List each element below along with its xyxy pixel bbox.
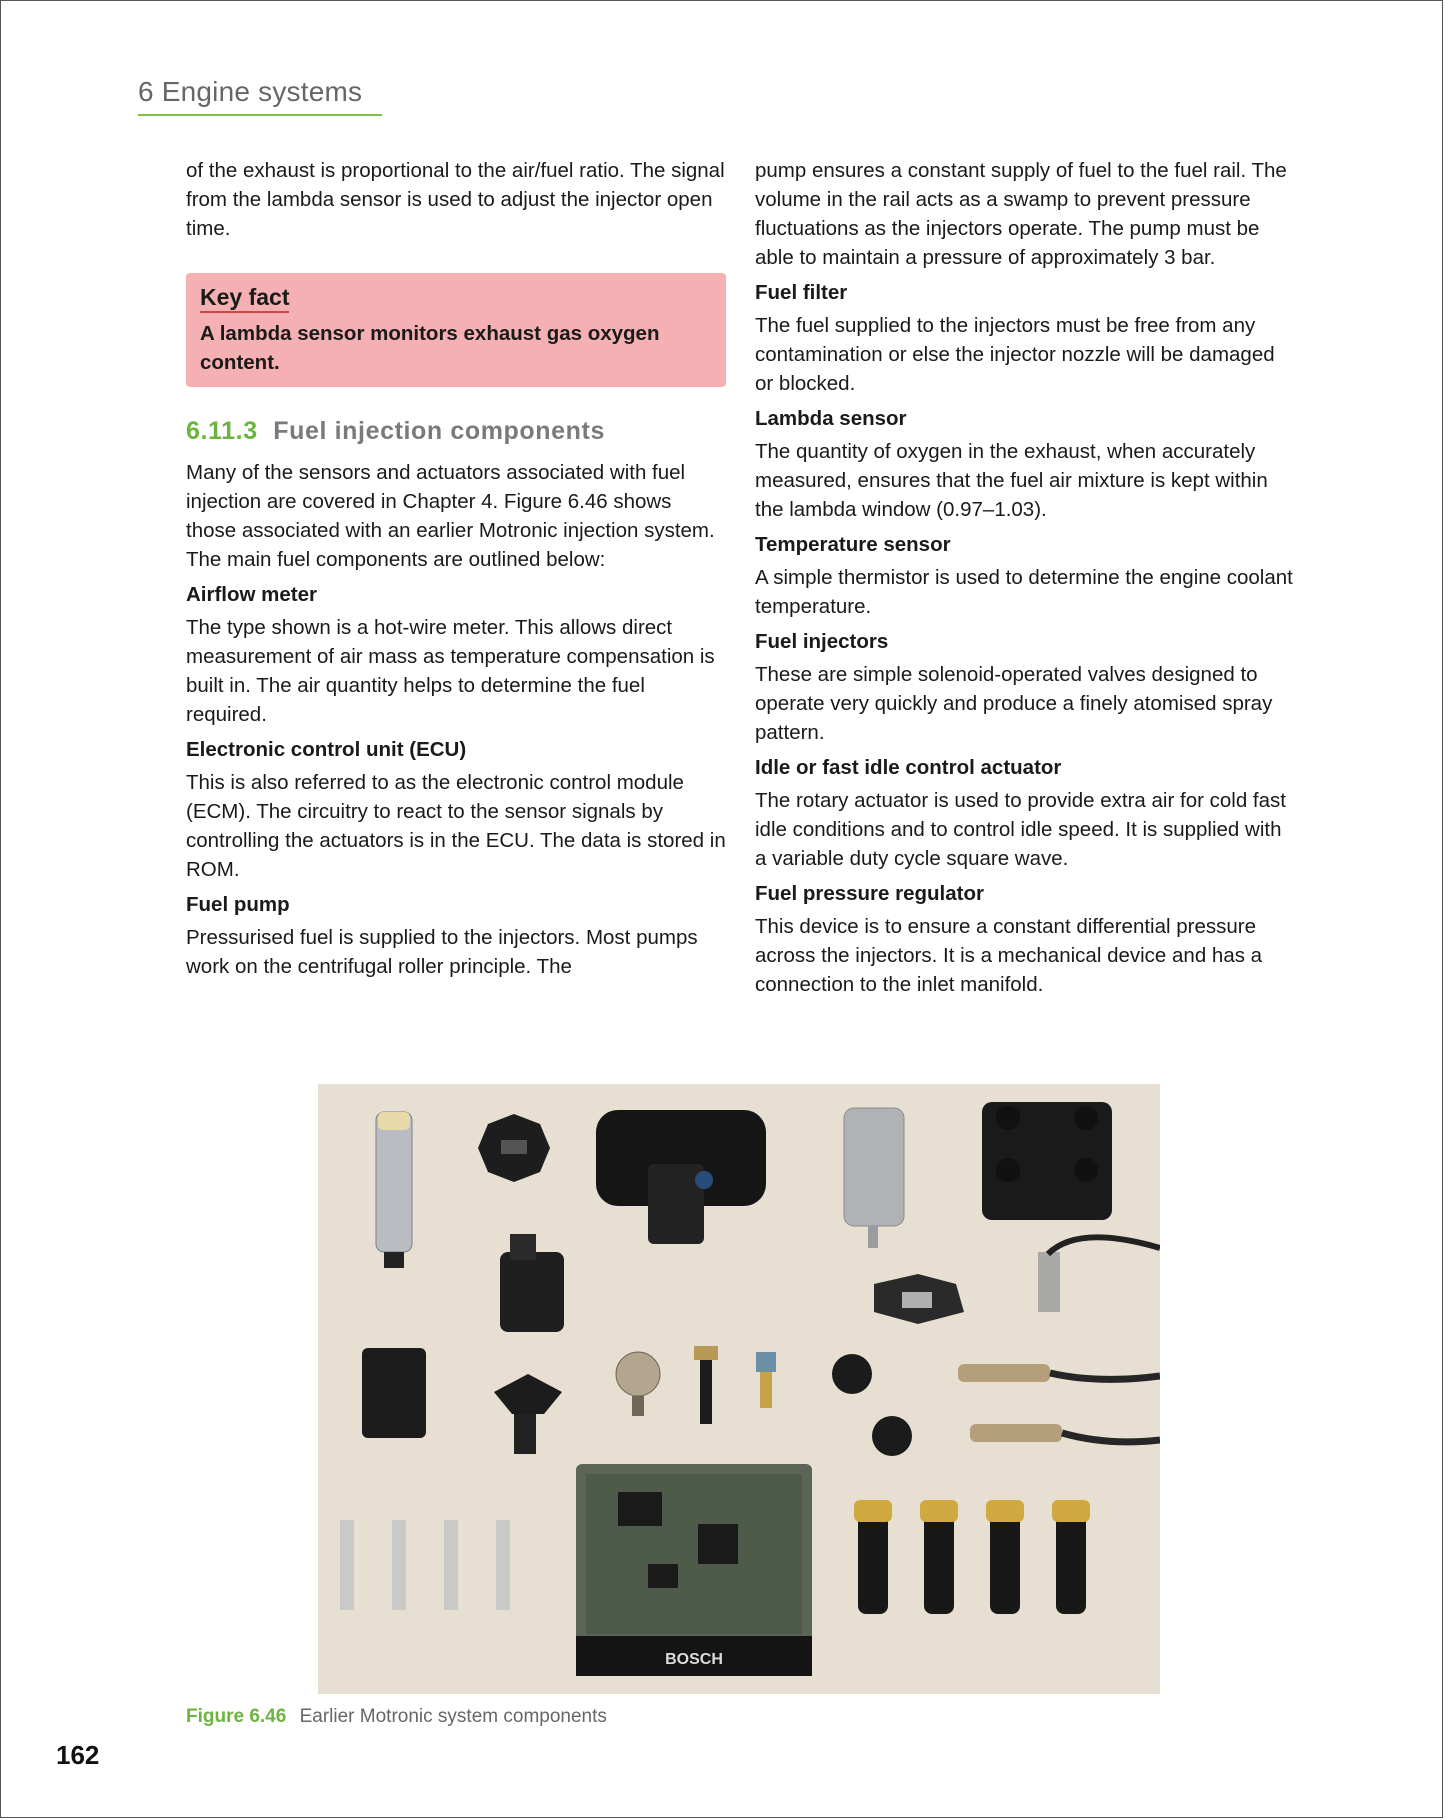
section-number: 6.11.3 (186, 417, 258, 445)
idle-actuator-heading: Idle or fast idle control actuator (755, 756, 1062, 779)
figure-caption-text: Earlier Motronic system components (299, 1706, 607, 1727)
figure-photo (318, 1084, 1160, 1694)
idle-actuator-text: The rotary actuator is used to provide extra air for cold fast idle conditions and to control idle speed. It is supplied with a variable duty cycle square wave. (755, 789, 1286, 870)
temperature-sensor-heading: Temperature sensor (755, 533, 951, 556)
lambda-sensor-heading: Lambda sensor (755, 407, 907, 430)
left-column (186, 156, 726, 981)
section-heading (186, 417, 726, 446)
temperature-sensor-text: A simple thermistor is used to determine the engine coolant temperature. (755, 566, 1293, 618)
fuel-pump-heading: Fuel pump (186, 893, 290, 916)
ignition-coil-image (982, 1102, 1112, 1220)
running-head (138, 76, 362, 108)
running-head-text: 6 Engine systems (138, 76, 363, 107)
pressure-regulator-text: This device is to ensure a constant differential pressure across the injectors. It is a mechanical device and has a connection to the inlet manifold. (755, 915, 1263, 996)
fuel-injectors-heading: Fuel injectors (755, 630, 889, 653)
ecu-image (576, 1464, 812, 1676)
airflow-meter-text: The type shown is a hot-wire meter. This allows direct measurement of air mass as temperature compensation is built in. The air quantity helps to determine the fuel required. (186, 616, 715, 726)
fuel-filter-heading: Fuel filter (755, 281, 848, 304)
fuel-injectors-text: These are simple solenoid-operated valves designed to operate very quickly and produce a finely atomised spray pattern. (755, 663, 1273, 744)
key-fact-text: A lambda sensor monitors exhaust gas oxygen content. (200, 322, 660, 374)
figure-label: Figure 6.46 (186, 1706, 287, 1727)
section-title: Fuel injection components (273, 417, 605, 445)
ecu-brand-text: BOSCH (665, 1651, 723, 1668)
throttle-sensor-image (478, 1114, 550, 1182)
section-intro: Many of the sensors and actuators associated with fuel injection are covered in Chapter 4. Figure 6.46 shows those associated with an earlier Motronic injection system. The main fuel components are outlined below: (186, 461, 715, 571)
airflow-meter-heading: Airflow meter (186, 583, 317, 606)
key-fact-box (186, 273, 726, 387)
pressure-regulator-heading: Fuel pressure regulator (755, 882, 984, 905)
fuel-pump-continued: pump ensures a constant supply of fuel to the fuel rail. The volume in the rail acts as a swamp to prevent pressure fluctuations as the injectors operate. The pump must be able to maintain a pressure of approximately 3 bar. (755, 159, 1287, 269)
fuel-filter-text: The fuel supplied to the injectors must be free from any contamination or else the injector nozzle will be damaged or blocked. (755, 314, 1275, 395)
fuel-pump-image (376, 1112, 412, 1268)
ecu-text: This is also referred to as the electronic control module (ECM). The circuitry to react to the sensor signals by controlling the actuators is in the ECU. The data is stored in ROM. (186, 771, 726, 881)
figure-caption (186, 1706, 607, 1728)
vacuum-valve-image (362, 1348, 426, 1438)
right-column (755, 156, 1295, 999)
intro-paragraph: of the exhaust is proportional to the air/fuel ratio. The signal from the lambda sensor is used to adjust the injector open time. (186, 159, 725, 240)
running-head-rule (138, 114, 382, 116)
lambda-sensor-text: The quantity of oxygen in the exhaust, when accurately measured, ensures that the fuel air mixture is kept within the lambda window (0.97–1.03). (755, 440, 1268, 521)
ecu-heading: Electronic control unit (ECU) (186, 738, 467, 761)
page-number: 162 (56, 1740, 100, 1770)
fuel-pump-text: Pressurised fuel is supplied to the injectors. Most pumps work on the centrifugal roller principle. The (186, 926, 698, 978)
key-fact-title: Key fact (200, 283, 289, 313)
components-photo-illustration (318, 1084, 1160, 1694)
